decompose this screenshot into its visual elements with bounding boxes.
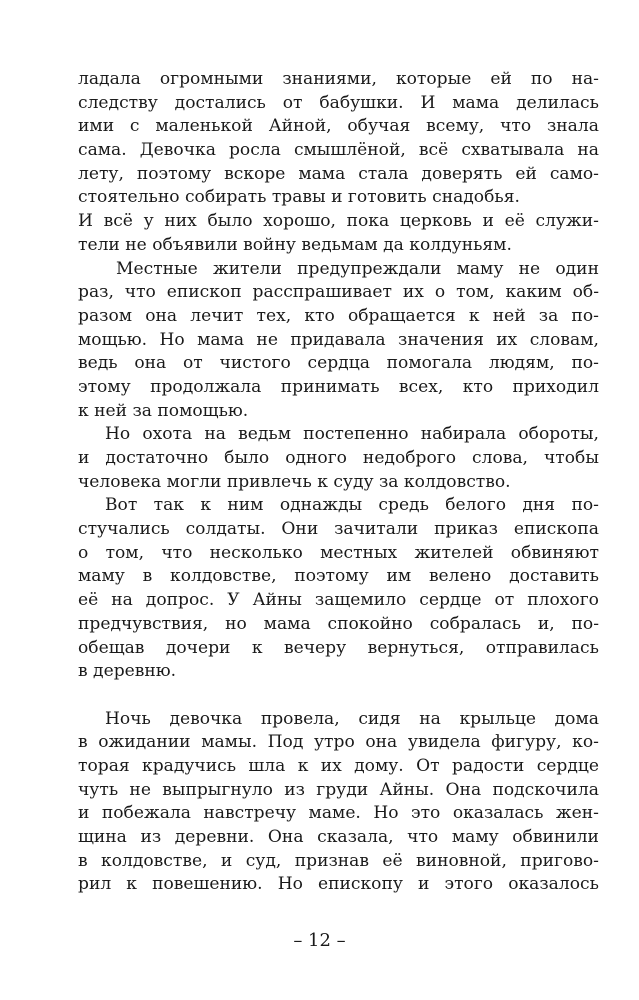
text-line: ладала огромными знаниями, которые ей по на- (78, 69, 599, 89)
text-line: раз, что епископ расспрашивает их о том, каким об- (78, 282, 599, 303)
text-line: лету, поэтому вскоре мама стала доверять ей само- (78, 163, 599, 184)
text-line: о том, что несколько местных жителей обвиняют (78, 542, 599, 563)
text-line: и побежала навстречу маме. Но это оказалась жен- (78, 803, 599, 824)
text-line: обещав дочери к вечеру вернуться, отправилась (78, 637, 599, 658)
text-line: Ночь девочка провела, сидя на крыльце дома (105, 708, 599, 729)
text-line: в деревню. (78, 661, 177, 682)
book-page-text (78, 68, 599, 897)
text-line: тели не объявили войну ведьмам да колдуньям. (78, 234, 512, 255)
text-line: чуть не выпрыгнуло из груди Айны. Она подскочила (78, 779, 599, 800)
text-line: сама. Девочка росла смышлёной, всё схватывала на (78, 140, 599, 161)
page-number: – 12 – (293, 930, 346, 951)
text-line: рил к повешению. Но епископу и этого оказалось (78, 874, 599, 895)
text-line: Вот так к ним однажды средь белого дня по- (105, 495, 599, 516)
text-line: в колдовстве, и суд, признав её виновной, пригово- (78, 850, 599, 871)
text-line: её на допрос. У Айны защемило сердце от плохого (78, 590, 599, 611)
text-line: к ней за помощью. (78, 400, 249, 421)
text-line: и достаточно было одного недоброго слова, чтобы (78, 448, 599, 468)
text-line: предчувствия, но мама спокойно собралась и, по- (78, 613, 599, 634)
text-line: Местные жители предупреждали маму не один (116, 258, 599, 279)
paragraph-gap (78, 684, 599, 708)
text-line: ведь она от чистого сердца помогала людям, по- (78, 353, 599, 374)
text-line: ими с маленькой Айной, обучая всему, что знала (78, 116, 599, 137)
text-line: щина из деревни. Она сказала, что маму обвинили (78, 827, 599, 847)
text-line: стучались солдаты. Они зачитали приказ епископа (78, 519, 599, 540)
text-line: этому продолжала принимать всех, кто приходил (78, 376, 599, 397)
text-line: И всё у них было хорошо, пока церковь и её служи- (78, 211, 599, 232)
text-line: разом она лечит тех, кто обращается к ней за по- (78, 305, 599, 326)
text-line: следству достались от бабушки. И мама делилась (78, 92, 599, 113)
text-line: в ожидании мамы. Под утро она увидела фигуру, ко- (78, 732, 599, 753)
text-line: Но охота на ведьм постепенно набирала обороты, (105, 424, 599, 445)
text-line: мощью. Но мама не придавала значения их словам, (78, 329, 599, 350)
text-line: торая крадучись шла к их дому. От радости сердце (78, 755, 599, 776)
text-line: маму в колдовстве, поэтому им велено доставить (78, 566, 599, 587)
text-line: человека могли привлечь к суду за колдовство. (78, 471, 511, 492)
text-line: стоятельно собирать травы и готовить снадобья. (78, 187, 520, 208)
